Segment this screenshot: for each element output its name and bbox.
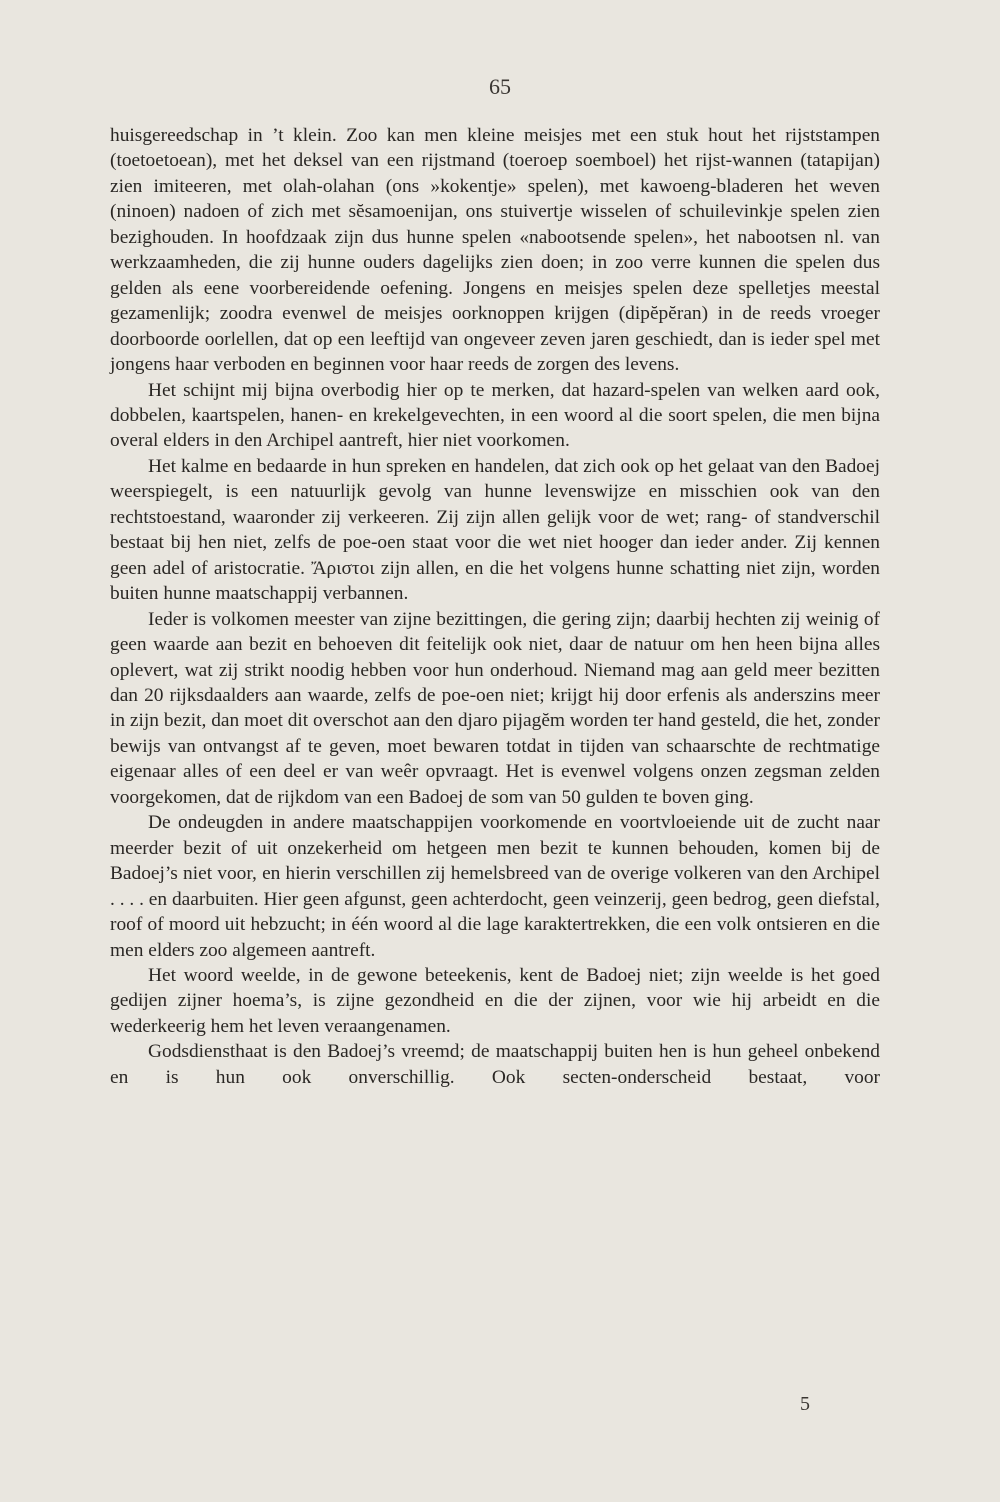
paragraph: De ondeugden in andere maatschappijen voorkomende en voortvloeiende uit de zucht naar meerder bezit of uit onzekerheid om hetgeen men bezit te kunnen behouden, komen bij de Badoej’s niet voor, en hierin verschillen zij hemelsbreed van de overige volkeren van den Archipel . . . . en daarbuiten. Hier geen afgunst, geen achterdocht, geen veinzerij, geen bedrog, geen diefstal, roof of moord uit hebzucht; in één woord al die lage karaktertrekken, die een volk ontsieren en die men elders zoo algemeen aantreft. xyxy=(110,812,880,961)
paragraph: Het woord weelde, in de gewone beteekenis, kent de Badoej niet; zijn weelde is het goed gedijen zijner hoema’s, is zijne gezondheid en die der zijnen, voor wie hij arbeidt en die wederkeerig hem het leven veraangenamen. xyxy=(110,964,880,1037)
paragraph: Het schijnt mij bijna overbodig hier op te merken, dat hazard-spelen van welken aard ook, dobbelen, kaartspelen, hanen- en krekelgevechten, in een woord al die soort spelen, die men bijna overal elders in den Archipel aantreft, hier niet voorkomen. xyxy=(110,379,880,452)
paragraph: huisgereedschap in ’t klein. Zoo kan men kleine meisjes met een stuk hout het rijststampen (toetoetoean), met het deksel van een rijstmand (toeroep soemboel) het rijst-wannen (tatapijan) zien imiteeren, met olah-olahan (ons »kokentje» spelen), met kawoeng-bladeren het weven (ninoen) nadoen of zich met sĕsamoenijan, ons stuivertje wisselen of schuilevinkje spelen zien bezighouden. In hoofdzaak zijn dus hunne spelen «nabootsende spelen», het nabootsen nl. van werkzaamheden, die zij hunne ouders dagelijks zien doen; in zoo verre kunnen die spelen dus gelden als eene voorbereidende oefening. Jongens en meisjes spelen deze spelletjes meestal gezamenlijk; zoodra evenwel de meisjes oorknoppen krijgen (dipĕpĕran) in de reeds vroeger doorboorde oorlellen, dat op een leeftijd van ongeveer zeven jaren geschiedt, dan is ieder spel met jongens haar verboden en beginnen voor haar reeds de zorgen des levens. xyxy=(110,125,880,376)
body-text xyxy=(110,123,880,1090)
paragraph: Ieder is volkomen meester van zijne bezittingen, die gering zijn; daarbij hechten zij weinig of geen waarde aan bezit en behoeven dit feitelijk ook niet, daar de natuur om hen heen bijna alles oplevert, wat zij strikt noodig hebben voor hun onderhoud. Niemand mag aan geld meer bezitten dan 20 rijksdaalders aan waarde, zelfs de poe-oen niet; krijgt hij door erfenis als anderszins meer in zijn bezit, dan moet dit overschot aan den djaro pijagĕm worden ter hand gesteld, die het, zonder bewijs van ontvangst af te geven, moet bewaren totdat in tijden van schaarschte de rechtmatige eigenaar alles of een deel er van weêr opvraagt. Het is evenwel volgens onzen zegsman zelden voorgekomen, dat de rijkdom van een Badoej de som van 50 gulden te boven ging. xyxy=(110,608,880,808)
paragraph: Godsdiensthaat is den Badoej’s vreemd; de maatschappij buiten hen is hun geheel onbekend en is hun ook onverschillig. Ook secten-onderscheid bestaat, voor xyxy=(110,1041,880,1088)
signature-mark: 5 xyxy=(800,1393,810,1415)
page-number: 65 xyxy=(489,74,511,99)
paragraph: Het kalme en bedaarde in hun spreken en handelen, dat zich ook op het gelaat van den Badoej weerspiegelt, is een natuurlijk gevolg van hunne levenswijze en misschien ook van den rechtstoestand, waaronder zij verkeeren. Zij zijn allen gelijk voor de wet; rang- of standverschil bestaat bij hen niet, zelfs de poe-oen staat voor die wet niet hooger dan ieder ander. Zij kennen geen adel of aristocratie. Ἄριστοι zijn allen, en die het volgens hunne schatting niet zijn, worden buiten hunne maatschappij verbannen. xyxy=(110,455,880,605)
